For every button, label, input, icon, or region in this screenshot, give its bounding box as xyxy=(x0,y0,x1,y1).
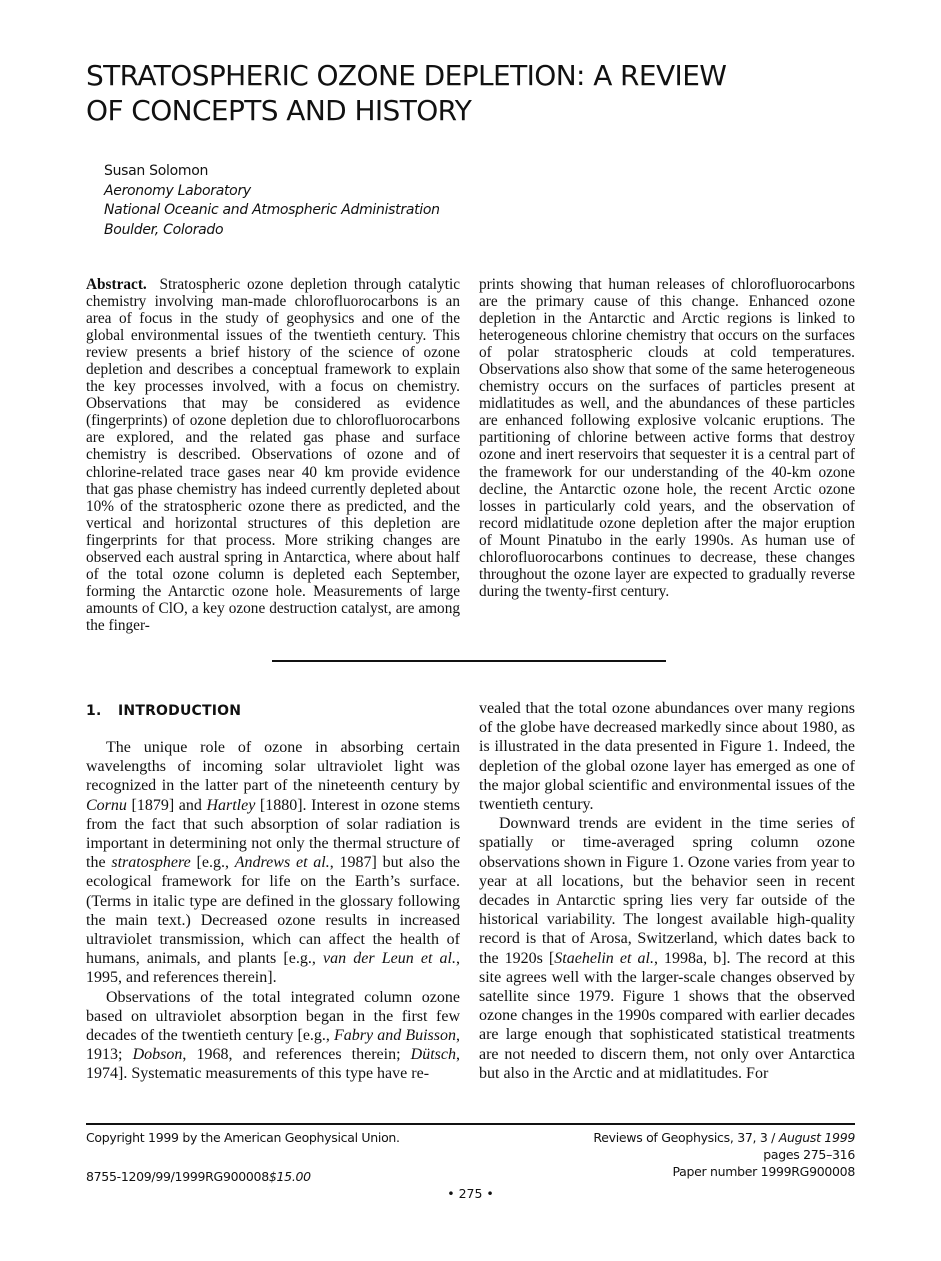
author-name: Susan Solomon xyxy=(104,163,209,179)
intro-left-column xyxy=(86,738,460,1084)
italic-term: Staehelin et al. xyxy=(554,949,654,967)
footer-copyright: Copyright 1999 by the American Geophysical Union. xyxy=(86,1130,400,1145)
abstract-label: Abstract. xyxy=(86,276,147,293)
abstract-separator xyxy=(272,660,666,662)
text-run: , 1974]. Systematic measurements of this type have re- xyxy=(86,1046,460,1083)
abstract-text-right: prints showing that human releases of chlorofluorocarbons are the primary cause of this change. Enhanced ozone depletion in the Antarctic and Arctic regions is linked to heterogeneous chlorine chemistry that occurs on the surfaces of polar stratospheric clouds at cold temperatures. Observations also show that some of the same heterogeneous chemistry occurs on the surfaces of particles present at midlatitudes as well, and the abundances of these particles are enhanced following explosive volcanic eruptions. The partitioning of chlorine between active forms that destroy ozone and inert reservoirs that sequester it is a central part of the framework for our understanding of the 40-km ozone decline, the Antarctic ozone hole, the recent Arctic ozone losses in particularly cold years, and the observation of record midlatitude ozone depletion after the major eruption of Mount Pinatubo in the early 1990s. As human use of chlorofluorocarbons continues to decrease, these changes throughout the ozone layer are expected to gradually reverse during the twenty-first century. xyxy=(479,276,855,600)
text-run: [e.g., xyxy=(190,854,235,872)
section-number: 1. xyxy=(86,703,102,719)
section-heading xyxy=(86,703,241,719)
text-run: Downward trends are evident in the time series of spatially or time-averaged spring column ozone observations shown in Figure 1. Ozone varies from year to year at all locations, but the behavior seen in recent decades in Antarctic spring lies very far outside of the historical variability. The longest available high-quality record is that of Arosa, Switzerland, which dates back to the 1920s [ xyxy=(479,815,855,967)
author-block xyxy=(104,162,440,240)
text-run: , 1998a, b]. The record at this site agrees well with the larger-scale changes observed by satellite since 1979. Figure 1 shows that the observed ozone changes in the 1990s compared with earlier decades are large enough that sophisticated statistical treatments are not needed to discern them, not only over Antarctica but also in the Arctic and at midlatitudes. For xyxy=(479,949,855,1082)
footer-rule xyxy=(86,1123,855,1125)
journal-citation xyxy=(593,1129,855,1146)
article-price: $15.00 xyxy=(268,1169,311,1184)
author-affiliation-lab: Aeronomy Laboratory xyxy=(104,182,251,199)
title-line-2: OF CONCEPTS AND HISTORY xyxy=(86,94,472,127)
footer-issn xyxy=(86,1168,311,1185)
text-run: , 1913; xyxy=(86,1027,460,1064)
issn-code: 8755-1209/99/1999RG900008 xyxy=(86,1169,269,1184)
abstract-left-column xyxy=(86,276,460,634)
text-run: , 1995, and references therein]. xyxy=(86,950,461,987)
italic-term: van der Leun et al. xyxy=(323,950,457,968)
italic-term: stratosphere xyxy=(111,854,191,872)
author-affiliation-org: National Oceanic and Atmospheric Administration xyxy=(104,202,440,218)
page-number: • 275 • xyxy=(447,1186,494,1201)
abstract-right-column xyxy=(479,276,855,600)
intro-right-column xyxy=(479,699,855,1083)
text-run: vealed that the total ozone abundances over many regions of the globe have decreased markedly since about 1980, as is illustrated in the data presented in Figure 1. Indeed, the depletion of the global ozone layer has emerged as one of the major global scientific and environmental issues of the twentieth century. xyxy=(479,700,855,814)
intro-paragraph xyxy=(479,814,855,1083)
author-location: Boulder, Colorado xyxy=(104,221,224,238)
paper-number: Paper number 1999RG900008 xyxy=(672,1164,855,1179)
italic-term: Hartley xyxy=(206,796,256,814)
text-run: The unique role of ozone in absorbing certain wavelengths of incoming solar ultraviolet light was recognized in the latter part of the nineteenth century by xyxy=(86,739,460,795)
issue-date: August 1999 xyxy=(778,1130,855,1145)
italic-term: Dobson xyxy=(132,1046,183,1064)
italic-term: Dütsch xyxy=(410,1046,456,1064)
text-run: [1879] and xyxy=(126,796,207,814)
section-title: INTRODUCTION xyxy=(118,703,242,719)
intro-paragraph xyxy=(479,699,855,814)
italic-term: Andrews et al. xyxy=(234,854,330,872)
text-run: , 1968, and references therein; xyxy=(182,1046,411,1064)
text-run: , 1987] but also the ecological framework for life on the Earth’s surface. (Terms in italic type are defined in the glossary following the main text.) Decreased ozone results in increased ultraviolet transmission, which can affect the health of humans, animals, and plants [e.g., xyxy=(86,854,461,968)
abstract-text-left: Stratospheric ozone depletion through catalytic chemistry involving man-made chlorofluorocarbons is an area of focus in the study of geophysics and one of the global environmental issues of the twentieth century. This review presents a brief history of the science of ozone depletion and describes a conceptual framework to explain the key processes involved, with a focus on chemistry. Observations that may be considered as evidence (fingerprints) of ozone depletion due to chlorofluorocarbons are explored, and the related gas phase and surface chemistry is described. Observations of ozone and of chlorine-related trace gases near 40 km provide evidence that gas phase chemistry has indeed currently depleted about 10% of the stratospheric ozone there as predicted, and the vertical and horizontal structures of this depletion are fingerprints for that process. More striking changes are observed each austral spring in Antarctica, where about half of the total ozone column is depleted each September, forming the Antarctic ozone hole. Measurements of large amounts of ClO, a key ozone destruction catalyst, are among the finger- xyxy=(86,276,460,634)
italic-term: Fabry and Buisson xyxy=(334,1027,456,1045)
page-range: pages 275–316 xyxy=(763,1147,855,1162)
journal-name: Reviews of Geophysics, 37, 3 / xyxy=(593,1130,779,1145)
footer-journal-info xyxy=(593,1129,855,1180)
text-run: [1880]. Interest in ozone stems from the fact that such absorption of solar radiation is important in determining not only the thermal structure of the xyxy=(86,796,460,872)
intro-paragraph xyxy=(86,738,460,988)
title-line-1: STRATOSPHERIC OZONE DEPLETION: A REVIEW xyxy=(86,59,727,92)
paper-title xyxy=(86,58,846,128)
intro-paragraph xyxy=(86,988,460,1084)
italic-term: Cornu xyxy=(86,796,127,814)
text-run: Observations of the total integrated column ozone based on ultraviolet absorption began in the first few decades of the twentieth century [e.g., xyxy=(86,988,460,1045)
